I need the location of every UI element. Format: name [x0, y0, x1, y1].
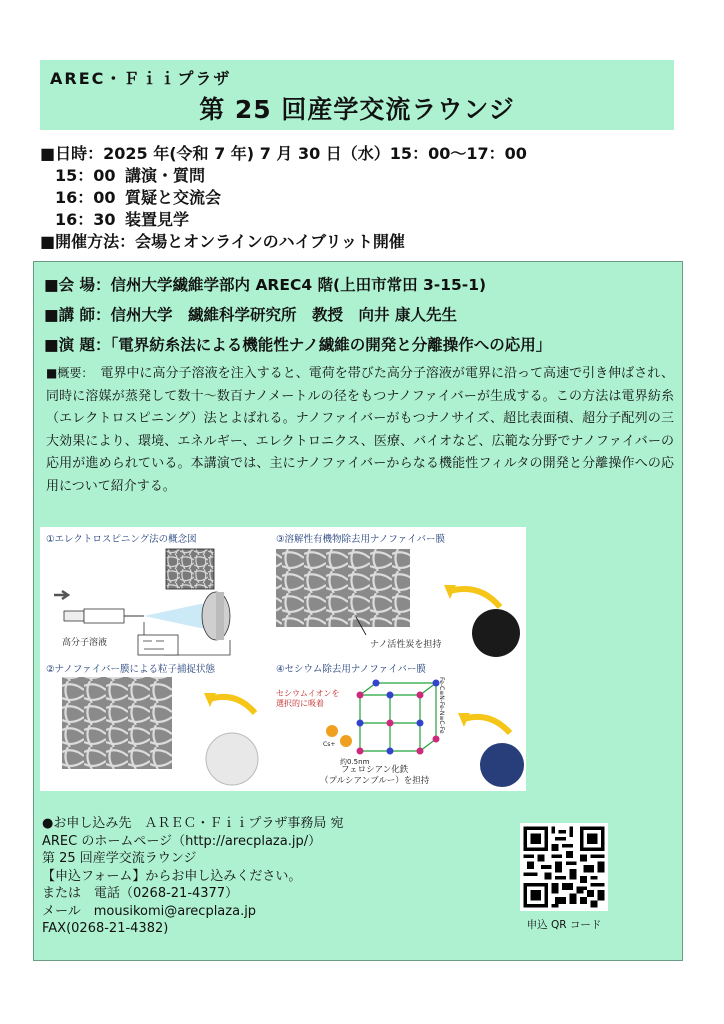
syringe-barrel	[84, 609, 124, 623]
summary-paragraph	[46, 362, 674, 498]
label-lattice-size: 約0.5nm	[340, 758, 370, 766]
organizer-name: AREC・Ｆｉｉプラザ	[50, 69, 232, 88]
event-title: 第 25 回産学交流ラウンジ	[199, 95, 515, 124]
event-date: ■日時：2025 年(令和 7 年) 7 月 30 日（水）15：00～17：00	[40, 144, 527, 163]
contact-line[interactable]: メール mousikomi@arecplaza.jp	[42, 903, 257, 919]
yellow-arrow-icon	[450, 589, 500, 607]
schedule-time: 15：00	[55, 166, 116, 185]
schedule-item	[40, 209, 680, 231]
summary-label: ■概要：	[46, 366, 88, 380]
header-banner	[40, 60, 674, 130]
label-polymer-solution: 高分子溶液	[62, 638, 108, 648]
syringe-plunger	[64, 611, 84, 621]
collector-body	[216, 592, 224, 640]
label-cs: Cs+	[323, 741, 336, 748]
details-box	[33, 261, 683, 961]
event-method: ■開催方法：会場とオンラインのハイブリット開催	[40, 232, 405, 251]
contact-line: FAX(0268-21-4382)	[42, 921, 169, 936]
contact-line: または 電話（0268-21-4377）	[42, 886, 239, 901]
cesium-ion	[340, 735, 352, 747]
schedule-item	[40, 187, 680, 209]
contact-line: 【申込フォーム】からお申し込みください。	[42, 868, 302, 884]
schedule-item	[40, 165, 680, 187]
contact-line: ●お申し込み先 ＡＲＥＣ・Ｆｉｉプラザ事務局 宛	[42, 816, 344, 831]
figure-caption-2: ②ナノファイバー膜による粒子捕捉状態	[46, 664, 215, 675]
blue-membrane-disc	[480, 743, 524, 787]
figure-caption-4: ④セシウム除去用ナノファイバー膜	[276, 664, 426, 675]
qr-code-icon[interactable]	[520, 823, 608, 911]
research-figure	[40, 527, 526, 791]
schedule-time: 16：00	[55, 188, 116, 207]
power-supply	[138, 635, 178, 655]
label-nano-carbon: ナノ活性炭を担持	[370, 640, 442, 650]
qr-code-label: 申込 QR コード	[526, 919, 602, 931]
event-info	[44, 270, 674, 360]
label-cesium-ion: セシウムイオンを 選択的に吸着	[276, 689, 340, 708]
spray-cone	[144, 603, 205, 629]
label-formula: Fe-C≡N-Fe-N≡C-Fe	[438, 677, 445, 734]
figure-caption-1: ①エレクトロスピニング法の概念図	[46, 534, 197, 545]
contact-info	[42, 815, 502, 938]
venue-line: ■会 場：信州大学繊維学部内 AREC4 階(上田市常田 3-15-1)	[44, 276, 487, 294]
sem-image-membrane	[276, 549, 410, 627]
arrow-icon	[54, 591, 68, 599]
figure-caption-3: ③溶解性有機物除去用ナノファイバー膜	[276, 534, 445, 545]
yellow-arrow-icon	[464, 717, 510, 733]
figure-illustrations	[40, 527, 526, 791]
speaker-line: ■講 師：信州大学 繊維科学研究所 教授 向井 康人先生	[44, 306, 457, 324]
schedule-desc: 質疑と交流会	[125, 188, 222, 207]
schedule-desc: 装置見学	[125, 210, 190, 229]
yellow-arrow-icon	[210, 697, 255, 713]
contact-line: 第 25 回産学交流ラウンジ	[42, 851, 197, 866]
cesium-ion	[326, 725, 338, 737]
prussian-blue-lattice	[326, 680, 440, 755]
sem-image-particles	[62, 677, 172, 769]
contact-line[interactable]: AREC のホームページ（http://arecplaza.jp/）	[42, 833, 322, 849]
fiber-closeup	[166, 549, 214, 589]
label-ferrocyanide: フェロシアン化鉄 （プルシアンブルー）を担持	[320, 765, 430, 786]
summary-text: 電界中に高分子溶液を注入すると、電荷を帯びた高分子溶液が電界に沿って高速で引き伸ばされ、同時に溶媒が蒸発して数十～数百ナノメートルの径をもつナノファイバーが生成する。この方法は電界紡糸（エレクトロスピニング）法とよばれる。ナノファイバーがもつナノサイズ、超比表面積、超分子配列の三大効果により、環境、エネルギー、エレクトロニクス、医療、バイオなど、広範な分野でナノファイバーの応用が進められている。本講演では、主にナノファイバーからなる機能性フィルタの開発と分離操作への応用について紹介する。	[46, 366, 675, 494]
topic-line: ■演 題：「電界紡糸法による機能性ナノ繊維の開発と分離操作への応用」	[44, 336, 552, 354]
white-membrane-disc	[206, 733, 258, 785]
schedule-time: 16：30	[55, 210, 116, 229]
schedule-section	[40, 143, 680, 253]
black-membrane-disc	[472, 609, 520, 657]
schedule-desc: 講演・質問	[125, 166, 206, 185]
